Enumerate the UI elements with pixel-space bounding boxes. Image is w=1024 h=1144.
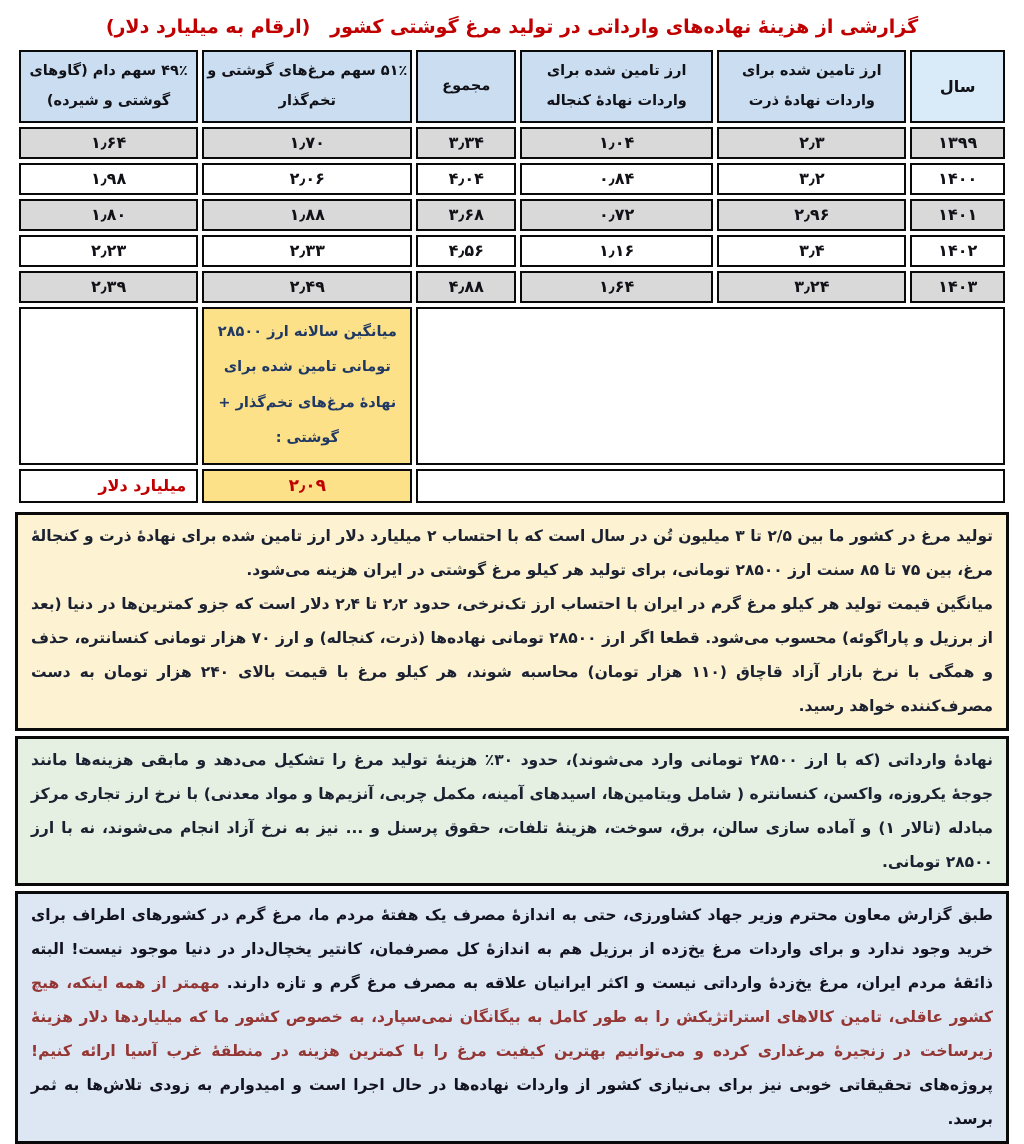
table-header-row — [19, 50, 1005, 123]
cost-table — [15, 46, 1009, 507]
meal-cell: ۰٫۷۲ — [520, 199, 713, 231]
note-value: ۲٫۰۹ — [202, 469, 412, 503]
livestock-cell: ۱٫۸۰ — [19, 199, 198, 231]
poultry-cell: ۲٫۴۹ — [202, 271, 412, 303]
empty-cell — [416, 469, 1005, 503]
total-cell: ۴٫۸۸ — [416, 271, 516, 303]
livestock-cell: ۱٫۹۸ — [19, 163, 198, 195]
summary-box-ministry-report — [15, 891, 1009, 1144]
table-row — [19, 163, 1005, 195]
corn-cell: ۲٫۳ — [717, 127, 906, 159]
total-cell: ۴٫۵۶ — [416, 235, 516, 267]
note-row — [19, 307, 1005, 465]
header-total: مجموع — [416, 50, 516, 123]
year-cell: ۱۴۰۱ — [910, 199, 1005, 231]
note-value-row — [19, 469, 1005, 503]
meal-cell: ۱٫۰۴ — [520, 127, 713, 159]
ministry-text-red: مهمتر از همه اینکه، هیچ کشور عاقلی، تامین کالاهای استراتژیکش را به طور کامل به بیگانگان نمی‌سپارد، به خصوص کشور ما که میلیاردها دلار هزینهٔ زیرساخت در زنجیرهٔ مرغداری کرده و می‌توانیم بهترین کیفیت مرغ را با کمترین هزینه در منطقهٔ غرب آسیا ارائه کنیم! — [31, 974, 993, 1061]
ministry-text-black-1: طبق گزارش معاون محترم وزیر جهاد کشاورزی، حتی به اندازهٔ مصرف یک هفتهٔ مردم ما، مرغ گرم در کشورهای اطراف برای خرید وجود ندارد و برای واردات مرغ یخ‌زده از برزیل هم به اندازهٔ کل مصرفمان، کانتیر یخچال‌دار در دنیا موجود نیست! البته ذائقهٔ مردم ایران، مرغ یخ‌زدهٔ وارداتی نیست و اکثر ایرانیان علاقه به مصرف مرغ گرم و تازه دارند. — [31, 905, 994, 993]
total-cell: ۴٫۰۴ — [416, 163, 516, 195]
table-row — [19, 271, 1005, 303]
header-poultry-share: ۵۱٪ سهم مرغ‌های گوشتی و تخم‌گذار — [202, 50, 412, 123]
page-title: گزارشی از هزینهٔ نهاده‌های وارداتی در تولید مرغ گوشتی کشور (ارقام به میلیارد دلار) — [105, 16, 919, 38]
meal-cell: ۱٫۱۶ — [520, 235, 713, 267]
meal-cell: ۰٫۸۴ — [520, 163, 713, 195]
corn-cell: ۳٫۴ — [717, 235, 906, 267]
year-cell: ۱۴۰۳ — [910, 271, 1005, 303]
corn-cell: ۳٫۲ — [717, 163, 906, 195]
header-year: سال — [910, 50, 1005, 123]
header-corn-currency: ارز تامین شده برای واردات نهادهٔ ذرت — [717, 50, 906, 123]
ministry-text-black-2: پروژه‌های تحقیقاتی خوبی نیز برای بی‌نیازی کشور از واردات نهاده‌ها در حال اجرا است و امیدوارم به زودی تلاش‌ها به ثمر برسد. — [31, 1076, 993, 1129]
empty-cell — [19, 307, 198, 465]
livestock-cell: ۲٫۲۳ — [19, 235, 198, 267]
livestock-cell: ۱٫۶۴ — [19, 127, 198, 159]
corn-cell: ۳٫۲۴ — [717, 271, 906, 303]
paragraph-production: تولید مرغ در کشور ما بین ۲/۵ تا ۳ میلیون تُن در سال است که با احتساب ۲ میلیارد دلار ارز تامین شده برای نهادهٔ ذرت و کنجالهٔ مرغ، بین ۷۵ تا ۸۵ سنت ارز ۲۸۵۰۰ تومانی، برای تولید هر کیلو مرغ گوشتی در ایران هزینه می‌شود. — [31, 526, 993, 580]
poultry-cell: ۲٫۰۶ — [202, 163, 412, 195]
table-row — [19, 127, 1005, 159]
header-meal-currency: ارز تامین شده برای واردات نهادهٔ کنجاله — [520, 50, 713, 123]
paragraph-input-share: نهادهٔ وارداتی (که با ارز ۲۸۵۰۰ تومانی وارد می‌شوند)، حدود ۳۰٪ هزینهٔ تولید مرغ را تشکیل می‌دهد و مابقی هزینه‌ها مانند جوجهٔ یکروزه، واکسن، کنسانتره ( شامل ویتامین‌ها، اسیدهای آمینه، مکمل چربی، آنزیم‌ها و مواد معدنی) با نرخ ارز تجاری مرکز مبادله (تالار ۱) و آماده سازی سالن، برق، سوخت، هزینهٔ تلفات، حقوق پرسنل و ... نیز به نرخ آزاد انجام می‌شوند، نه با ارز ۲۸۵۰۰ تومانی. — [31, 750, 993, 871]
table-row — [19, 235, 1005, 267]
year-cell: ۱۳۹۹ — [910, 127, 1005, 159]
paragraph-ministry — [31, 898, 993, 1137]
poultry-cell: ۱٫۸۸ — [202, 199, 412, 231]
livestock-cell: ۲٫۳۹ — [19, 271, 198, 303]
table-row — [19, 199, 1005, 231]
average-rate-note: میانگین سالانه ارز ۲۸۵۰۰ تومانی تامین شده برای نهادهٔ مرغ‌های تخم‌گذار + گوشتی : — [202, 307, 412, 465]
empty-cell — [416, 307, 1005, 465]
header-livestock-share: ۴۹٪ سهم دام (گاوهای گوشتی و شیرده) — [19, 50, 198, 123]
year-cell: ۱۴۰۰ — [910, 163, 1005, 195]
corn-cell: ۲٫۹۶ — [717, 199, 906, 231]
meal-cell: ۱٫۶۴ — [520, 271, 713, 303]
poultry-cell: ۲٫۳۳ — [202, 235, 412, 267]
summary-box-production-cost — [15, 512, 1009, 731]
total-cell: ۳٫۳۴ — [416, 127, 516, 159]
year-cell: ۱۴۰۲ — [910, 235, 1005, 267]
poultry-cell: ۱٫۷۰ — [202, 127, 412, 159]
summary-box-imported-inputs — [15, 736, 1009, 886]
paragraph-price-comparison: میانگین قیمت تولید هر کیلو مرغ گرم در ایران با احتساب ارز تک‌نرخی، حدود ۲٫۲ تا ۲٫۴ دلار است که جزو کمترین‌ها در دنیا (بعد از برزیل و پاراگوئه) محسوب می‌شود. قطعا اگر ارز ۲۸۵۰۰ تومانی نهاده‌ها (ذرت، کنجاله) و ارز ۷۰ هزار تومانی کنسانتره، حذف و همگی با نرخ بازار آزاد قاچاق (۱۱۰ هزار تومان) محاسبه شوند، هر کیلو مرغ با قیمت بالای ۲۴۰ هزار تومان به دست مصرف‌کننده خواهد رسید. — [31, 595, 994, 716]
total-cell: ۳٫۶۸ — [416, 199, 516, 231]
note-unit: میلیارد دلار — [19, 469, 198, 503]
